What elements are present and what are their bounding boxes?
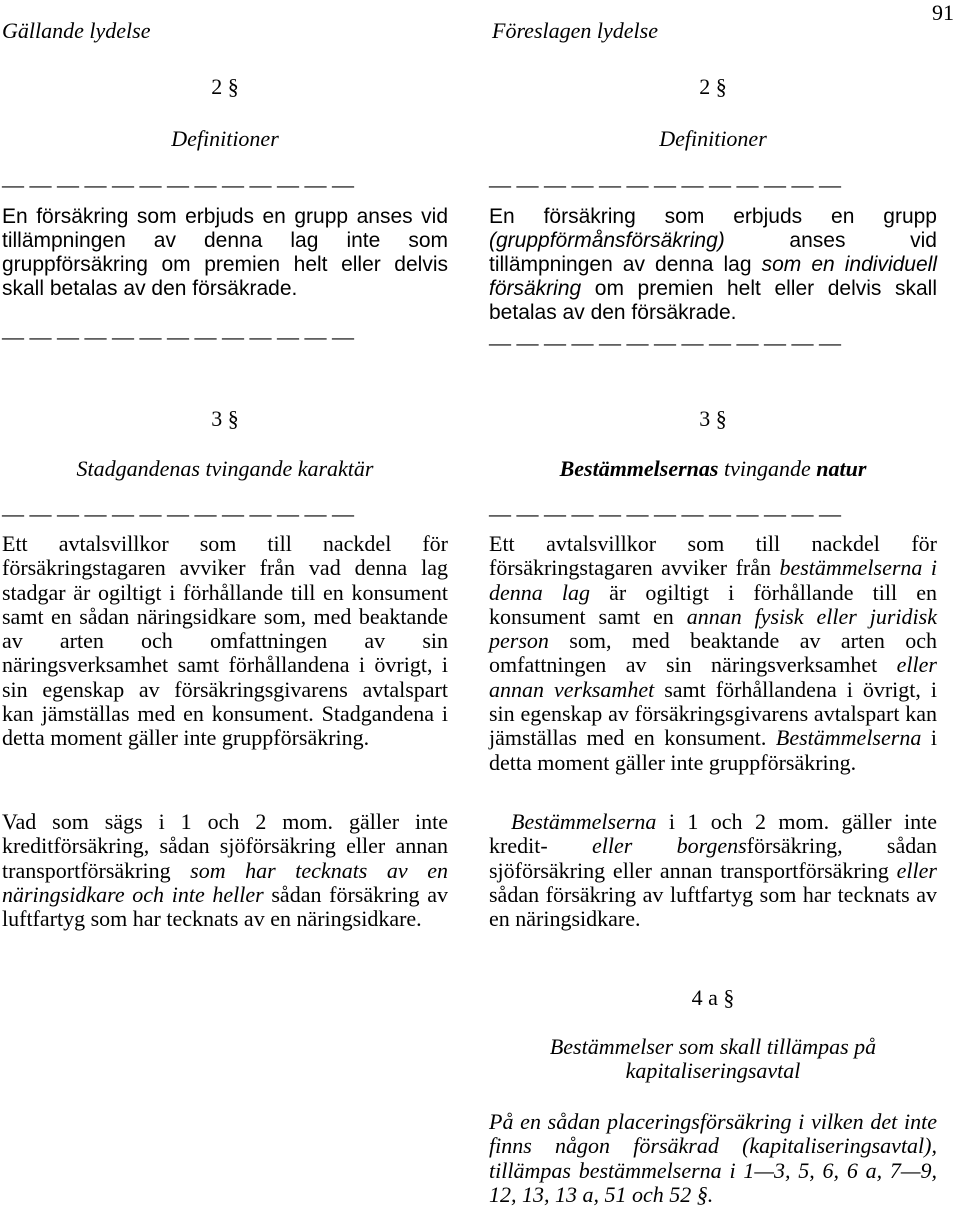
- right-column: [489, 0, 937, 1215]
- header-left: Gällande lydelse: [2, 18, 151, 43]
- left-section-3-paragraph-2: [2, 810, 448, 931]
- right-p1-3: är ogiltigt i förhållande till en konsument samt en: [489, 579, 937, 629]
- right-section-2-number: 2 §: [699, 74, 727, 99]
- right-dash-line-1: — — — — — — — — — — — — —: [489, 172, 841, 197]
- left-dash-line-2: — — — — — — — — — — — — —: [2, 324, 354, 349]
- right-section-2-text: [489, 205, 937, 325]
- right-dash-line-3: — — — — — — — — — — — — —: [489, 501, 841, 526]
- right-section-4a-number: 4 a §: [691, 985, 735, 1010]
- right-p2-4: försäkring, sådan sjöförsäkring eller annan transportförsäkring: [489, 833, 937, 883]
- right-p1-9: i detta moment gäller inte gruppförsäkring.: [489, 725, 937, 775]
- left-section-2-number: 2 §: [211, 74, 239, 99]
- left-section-3-number: 3 §: [211, 406, 239, 431]
- right-s3-title-a: Bestämmelsernas: [559, 456, 719, 481]
- right-p2-2: i 1 och 2 mom. gäller inte kredit-: [489, 809, 937, 859]
- right-section-3-number: 3 §: [699, 406, 727, 431]
- right-p2-1: Bestämmelserna: [511, 809, 657, 834]
- header-right: Föreslagen lydelse: [492, 18, 658, 43]
- left-section-2-title: Definitioner: [171, 126, 279, 151]
- right-s2-text-3: anses vid tillämpningen av denna lag: [489, 229, 937, 276]
- right-p1-7: samt förhållandena i övrigt, i sin egenskap av försäkringsgivarens avtalspart kan jämställas med en konsument.: [489, 676, 938, 751]
- right-dash-line-2: — — — — — — — — — — — — —: [489, 330, 841, 355]
- right-section-4a-text: På en sådan placeringsförsäkring i vilken det inte finns någon försäkrad (kapitaliseringsavtal), tillämpas bestämmelserna i 1—3, 5, 6, 6 a, 7—9, 12, 13, 13 a, 51 och 52 §.: [489, 1109, 937, 1207]
- right-p2-3: eller borgens: [591, 833, 747, 859]
- right-p1-6: eller annan verksamhet: [489, 652, 937, 702]
- right-section-2-title: Definitioner: [659, 126, 767, 151]
- right-s3-title-b: tvingande: [718, 456, 817, 481]
- right-section-4a-title: Bestämmelser som skall tillämpas på kapitaliseringsavtal: [549, 1034, 877, 1083]
- right-section-3-paragraph-2: [489, 810, 937, 931]
- right-p1-1: Ett avtalsvillkor som till nackdel för försäkringstagaren avviker från: [489, 531, 937, 581]
- right-p2-5: eller: [896, 857, 937, 883]
- left-dash-line-3: — — — — — — — — — — — — —: [2, 501, 354, 526]
- right-s2-text-4: som en individuell försäkring: [489, 253, 937, 300]
- left-section-2-text: En försäkring som erbjuds en grupp anses vid tillämpningen av denna lag inte som gruppförsäkring om premien helt eller delvis skall betalas av den försäkrade.: [2, 205, 448, 300]
- page-number: 91: [932, 0, 954, 25]
- right-s2-text-5: om premien helt eller delvis skall betalas av den försäkrade.: [489, 277, 937, 324]
- left-section-3-title: Stadgandenas tvingande karaktär: [76, 456, 374, 481]
- right-s3-title-c: natur: [816, 456, 867, 481]
- right-p1-8: Bestämmelserna: [775, 725, 922, 751]
- right-p2-6: sådan försäkring av luftfartyg som har tecknats av en näringsidkare.: [489, 881, 937, 932]
- right-section-3-title: [489, 456, 937, 482]
- right-p1-2: bestämmelserna i denna lag: [489, 555, 937, 605]
- right-s2-text-2: (gruppförmånsförsäkring): [489, 229, 725, 252]
- right-p1-4: annan fysisk eller juridisk person: [489, 603, 937, 654]
- right-p1-5: som, med beaktande av arten och omfattningen av sin näringsverksamhet: [489, 628, 937, 678]
- left-p2-text-italic: som har tecknats av en näringsidkare och inte heller: [2, 857, 448, 907]
- right-s2-text-1: En försäkring som erbjuds en grupp: [489, 205, 937, 228]
- right-section-3-paragraph-1: [489, 532, 937, 775]
- left-section-3-paragraph-1: Ett avtalsvillkor som till nackdel för försäkringstagaren avviker från vad denna lag stadgar är ogiltigt i förhållande till en konsument samt en sådan näringsidkare som, med beaktande av arten och omfattningen av sin näringsverksamhet samt förhållandena i övrigt, i sin egenskap av försäkringsgivarens avtalspart kan jämställas med en konsument. Stadgandena i detta moment gäller inte gruppförsäkring.: [2, 531, 448, 751]
- left-column: [2, 0, 448, 1215]
- left-p2-text-a: Vad som sägs i 1 och 2 mom. gäller inte kreditförsäkring, sådan sjöförsäkring eller annan transportförsäkring: [2, 809, 448, 883]
- left-p2-text-c: sådan försäkring av luftfartyg som har tecknats av en näringsidkare.: [2, 881, 448, 932]
- left-dash-line-1: — — — — — — — — — — — — —: [2, 172, 354, 197]
